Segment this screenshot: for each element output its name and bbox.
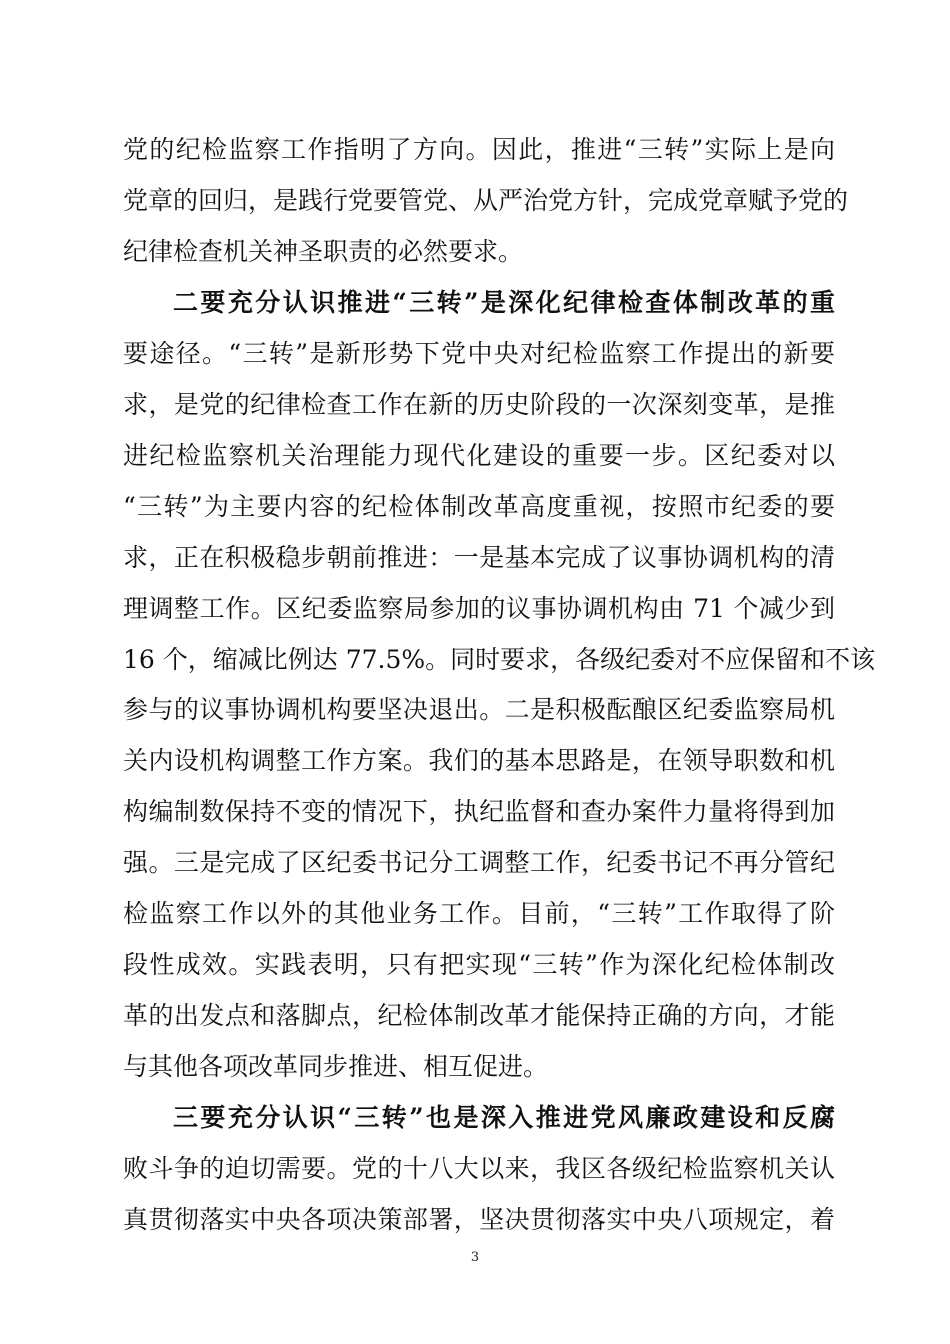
paragraph-2-line-15: 革的出发点和落脚点，纪检体制改革才能保持正确的方向，才能 [123,1001,835,1030]
page-number: 3 [470,1250,480,1265]
paragraph-2-line-14: 段性成效。实践表明，只有把实现“三转”作为深化纪检体制改 [123,950,835,979]
paragraph-3-line-3: 真贯彻落实中央各项决策部署，坚决贯彻落实中央八项规定，着 [123,1205,835,1234]
paragraph-2-line-13: 检监察工作以外的其他业务工作。目前，“三转”工作取得了阶 [123,899,835,928]
paragraph-3-line-2: 败斗争的迫切需要。党的十八大以来，我区各级纪检监察机关认 [123,1154,835,1183]
paragraph-2-line-7: 理调整工作。区纪委监察局参加的议事协调机构由 71 个减少到 [123,594,835,623]
paragraph-2-line-4: 进纪检监察机关治理能力现代化建设的重要一步。区纪委对以 [123,441,835,470]
paragraph-2-line-6: 求，正在积极稳步朝前推进：一是基本完成了议事协调机构的清 [123,543,835,572]
paragraph-2-line-8: 16 个，缩减比例达 77.5%。同时要求，各级纪委对不应保留和不该 [123,645,876,674]
paragraph-2-line-11: 构编制数保持不变的情况下，执纪监督和查办案件力量将得到加 [123,797,835,826]
paragraph-1-line-1: 党的纪检监察工作指明了方向。因此，推进“三转”实际上是向 [123,135,835,164]
paragraph-1-line-2: 党章的回归，是践行党要管党、从严治党方针，完成党章赋予党的 [123,186,849,215]
paragraph-2-line-1: 二要充分认识推进“三转”是深化纪律检查体制改革的重 [173,288,835,317]
paragraph-2-line-3: 求，是党的纪律检查工作在新的历史阶段的一次深刻变革，是推 [123,390,835,419]
paragraph-2-line-2: 要途径。“三转”是新形势下党中央对纪检监察工作提出的新要 [123,339,835,368]
paragraph-1-line-3: 纪律检查机关神圣职责的必然要求。 [123,237,524,266]
paragraph-2-line-9: 参与的议事协调机构要坚决退出。二是积极酝酿区纪委监察局机 [123,695,835,724]
paragraph-2-line-5: “三转”为主要内容的纪检体制改革高度重视，按照市纪委的要 [123,492,835,521]
paragraph-2-line-12: 强。三是完成了区纪委书记分工调整工作，纪委书记不再分管纪 [123,848,835,877]
paragraph-3-line-1: 三要充分认识“三转”也是深入推进党风廉政建设和反腐 [173,1103,835,1132]
paragraph-2-line-10: 关内设机构调整工作方案。我们的基本思路是，在领导职数和机 [123,746,835,775]
paragraph-2-line-16: 与其他各项改革同步推进、相互促进。 [123,1052,549,1081]
